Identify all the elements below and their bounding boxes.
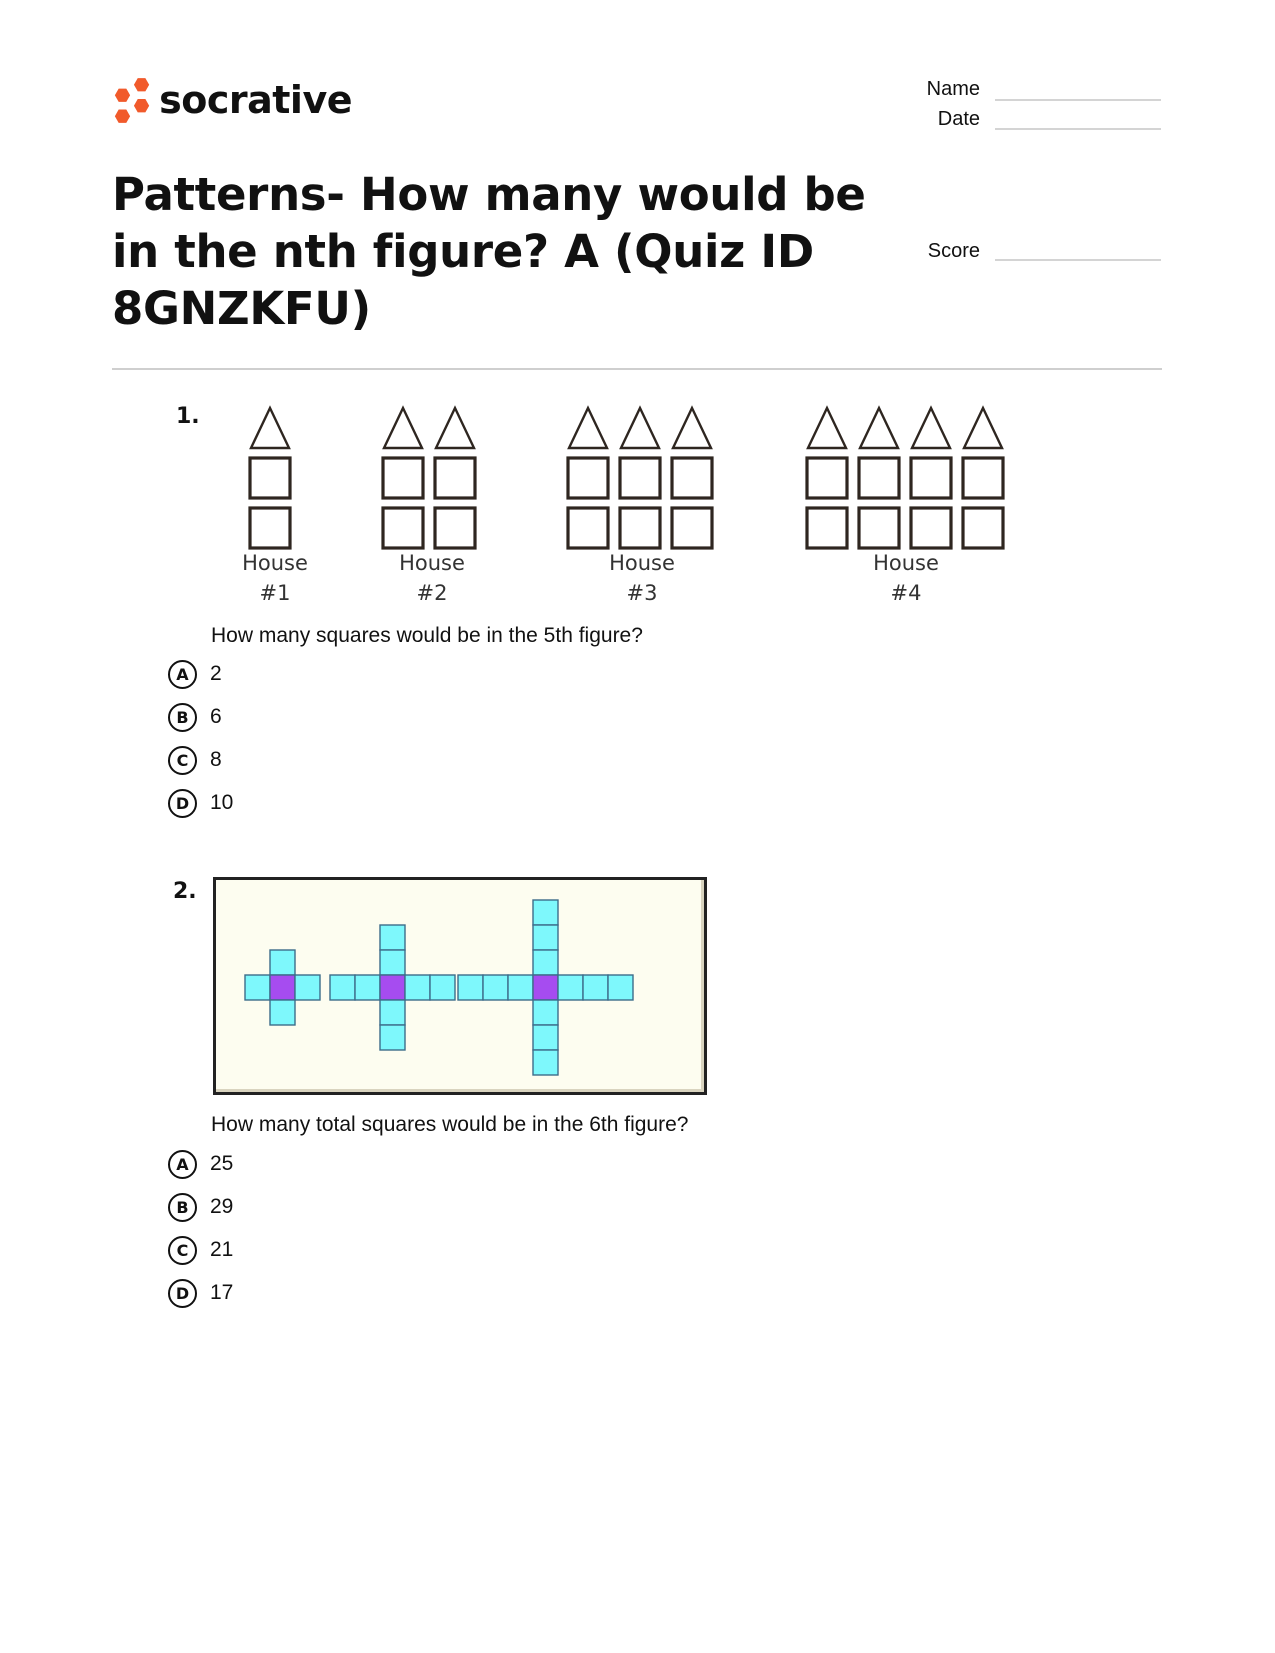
score-field[interactable] bbox=[995, 259, 1161, 261]
header-divider bbox=[112, 368, 1162, 370]
option-d-bubble[interactable]: D bbox=[168, 1279, 197, 1308]
house-2-number: #2 bbox=[416, 581, 448, 605]
house-3-caption bbox=[597, 548, 687, 608]
option-a[interactable] bbox=[168, 657, 233, 691]
brand-name: socrative bbox=[159, 78, 352, 122]
option-d-bubble[interactable]: D bbox=[168, 789, 197, 818]
houses-illustration bbox=[240, 400, 1020, 560]
crosses-figure bbox=[213, 877, 707, 1095]
option-b-bubble[interactable]: B bbox=[168, 1193, 197, 1222]
option-a-text: 2 bbox=[210, 662, 222, 685]
option-c-text: 8 bbox=[210, 748, 222, 771]
crosses-illustration bbox=[213, 877, 707, 1095]
option-d-text: 10 bbox=[210, 791, 234, 814]
name-label: Name bbox=[926, 78, 980, 100]
option-b[interactable] bbox=[168, 700, 233, 734]
option-c-bubble[interactable]: C bbox=[168, 746, 197, 775]
house-4-label: House bbox=[873, 551, 939, 575]
option-c[interactable] bbox=[168, 1233, 233, 1267]
option-d[interactable] bbox=[168, 1276, 233, 1310]
house-4-number: #4 bbox=[890, 581, 922, 605]
question-2-options bbox=[168, 1147, 233, 1310]
score-label: Score bbox=[927, 240, 980, 262]
option-a[interactable] bbox=[168, 1147, 233, 1181]
option-c-bubble[interactable]: C bbox=[168, 1236, 197, 1265]
house-1-number: #1 bbox=[259, 581, 291, 605]
question-1-number: 1. bbox=[176, 404, 200, 429]
option-c-text: 21 bbox=[210, 1238, 234, 1261]
option-c[interactable] bbox=[168, 743, 233, 777]
date-label: Date bbox=[937, 108, 980, 130]
house-1-label: House bbox=[242, 551, 308, 575]
house-2-label: House bbox=[399, 551, 465, 575]
option-a-bubble[interactable]: A bbox=[168, 660, 197, 689]
option-d-text: 17 bbox=[210, 1281, 234, 1304]
question-1-options bbox=[168, 657, 233, 820]
option-b-text: 29 bbox=[210, 1195, 234, 1218]
house-4-caption bbox=[861, 548, 951, 608]
houses-figure bbox=[240, 400, 1020, 610]
option-b-bubble[interactable]: B bbox=[168, 703, 197, 732]
question-2-prompt: How many total squares would be in the 6th figure? bbox=[211, 1113, 689, 1136]
date-field[interactable] bbox=[995, 128, 1161, 130]
house-1-caption bbox=[230, 548, 320, 608]
option-b-text: 6 bbox=[210, 705, 222, 728]
house-3-label: House bbox=[609, 551, 675, 575]
house-3-number: #3 bbox=[626, 581, 658, 605]
question-2-number: 2. bbox=[173, 879, 197, 904]
socrative-logo bbox=[112, 72, 352, 128]
page-title: Patterns- How many would be in the nth figure? A (Quiz ID 8GNZKFU) bbox=[112, 168, 866, 335]
hexagon-cluster-icon bbox=[112, 74, 150, 126]
option-d[interactable] bbox=[168, 786, 233, 820]
option-b[interactable] bbox=[168, 1190, 233, 1224]
option-a-text: 25 bbox=[210, 1152, 234, 1175]
option-a-bubble[interactable]: A bbox=[168, 1150, 197, 1179]
name-field[interactable] bbox=[995, 99, 1161, 101]
house-2-caption bbox=[387, 548, 477, 608]
question-1-prompt: How many squares would be in the 5th figure? bbox=[211, 624, 643, 647]
